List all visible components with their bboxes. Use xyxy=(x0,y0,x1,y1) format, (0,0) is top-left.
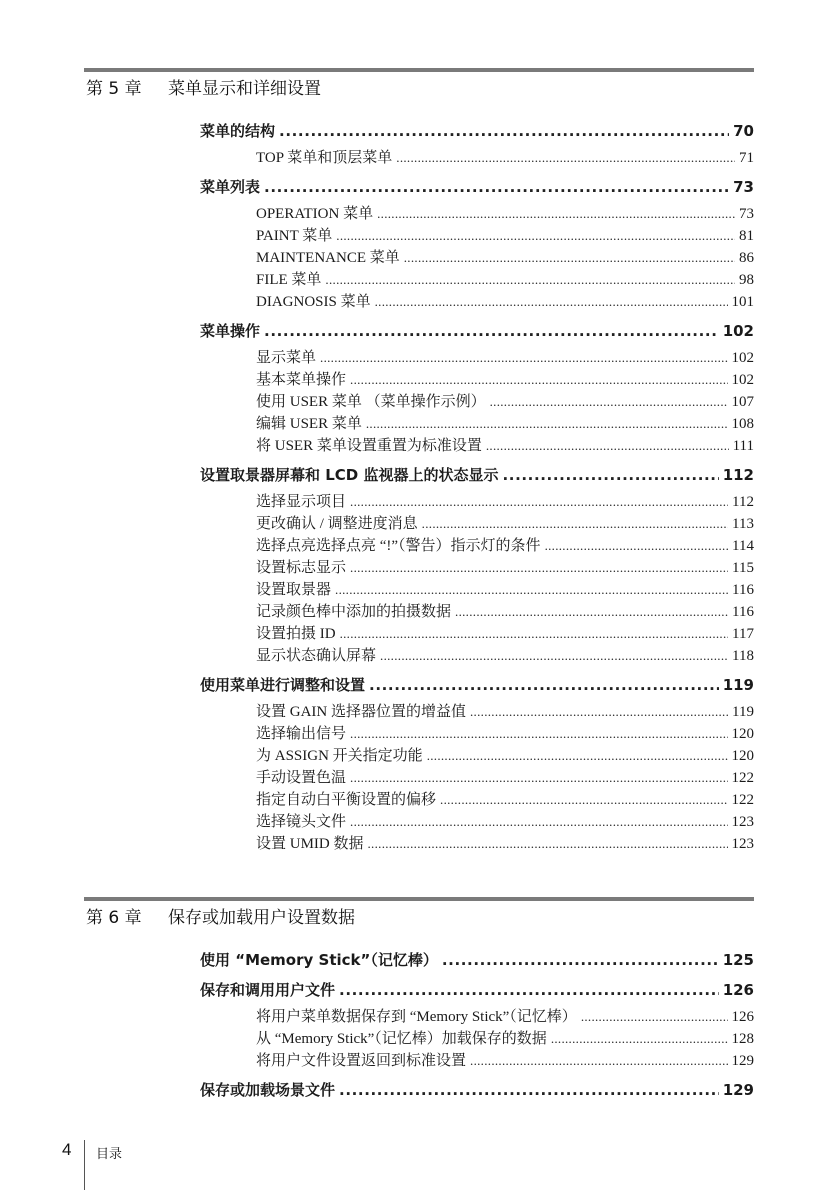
toc-entry[interactable] xyxy=(0,246,754,268)
dot-leader xyxy=(340,626,728,642)
dot-leader xyxy=(350,494,728,510)
toc-section-title: 设置取景器屏幕和 LCD 监视器上的状态显示 xyxy=(200,466,499,484)
dot-leader xyxy=(490,394,728,410)
dot-leader xyxy=(470,1053,727,1069)
toc-entry[interactable] xyxy=(0,146,754,168)
toc-entry[interactable] xyxy=(0,744,754,766)
dot-leader xyxy=(350,770,727,786)
toc-entry-title: 编辑 USER 菜单 xyxy=(256,416,362,432)
toc-entry[interactable] xyxy=(0,224,754,246)
toc-entry[interactable] xyxy=(0,600,754,622)
toc-entry[interactable] xyxy=(0,290,754,312)
toc-entry[interactable] xyxy=(0,534,754,556)
toc-entry-title: 指定自动白平衡设置的偏移 xyxy=(256,792,437,808)
toc-entry-title: 基本菜单操作 xyxy=(256,372,347,388)
toc-section[interactable] xyxy=(0,464,754,486)
toc-entry[interactable] xyxy=(0,622,754,644)
toc-entry-title: TOP 菜单和顶层菜单 xyxy=(256,150,393,166)
toc-section-page-number: 102 xyxy=(722,322,754,340)
dot-leader xyxy=(375,294,728,310)
dot-leader xyxy=(350,814,727,830)
toc-entry-title: 将用户菜单数据保存到 “Memory Stick”（记忆棒） xyxy=(256,1009,577,1025)
toc-entry-page-number: 128 xyxy=(731,1031,754,1047)
dot-leader xyxy=(427,748,728,764)
toc-entry-page-number: 129 xyxy=(731,1053,754,1069)
toc-entry-page-number: 107 xyxy=(731,394,754,410)
toc-section-page-number: 129 xyxy=(722,1081,754,1099)
toc-section-page-number: 119 xyxy=(722,676,754,694)
toc-entry[interactable] xyxy=(0,390,754,412)
toc-entry-title: 显示状态确认屏幕 xyxy=(256,648,377,664)
toc-entry-page-number: 120 xyxy=(731,748,754,764)
dot-leader xyxy=(325,272,735,288)
toc-entry-page-number: 108 xyxy=(731,416,754,432)
dot-leader xyxy=(366,416,728,432)
toc-entry[interactable] xyxy=(0,490,754,512)
toc-entry-title: OPERATION 菜单 xyxy=(256,206,374,222)
chapter-5-heading xyxy=(86,78,746,100)
dot-leader xyxy=(396,150,735,166)
dot-leader xyxy=(339,1081,719,1099)
toc-entry-page-number: 98 xyxy=(739,272,754,288)
toc-entry-page-number: 71 xyxy=(739,150,754,166)
toc-section-title: 菜单的结构 xyxy=(200,122,276,140)
toc-entry[interactable] xyxy=(0,788,754,810)
dot-leader xyxy=(339,981,719,999)
toc-entry-title: 显示菜单 xyxy=(256,350,317,366)
toc-entry-title: 记录颜色棒中添加的拍摄数据 xyxy=(256,604,452,620)
dot-leader xyxy=(279,122,729,140)
dot-leader xyxy=(335,582,728,598)
toc-section[interactable] xyxy=(0,120,754,142)
toc-section[interactable] xyxy=(0,979,754,1001)
toc-entry-page-number: 119 xyxy=(732,704,754,720)
toc-section-page-number: 112 xyxy=(722,466,754,484)
dot-leader xyxy=(502,466,718,484)
toc-entry[interactable] xyxy=(0,722,754,744)
toc-entry[interactable] xyxy=(0,644,754,666)
dot-leader xyxy=(368,836,728,852)
toc-entry-page-number: 102 xyxy=(731,350,754,366)
toc-entry[interactable] xyxy=(0,556,754,578)
toc-entry-page-number: 114 xyxy=(732,538,754,554)
toc-entry-title: FILE 菜单 xyxy=(256,272,322,288)
toc-entry[interactable] xyxy=(0,202,754,224)
toc-section[interactable] xyxy=(0,320,754,342)
dot-leader xyxy=(442,951,719,969)
toc-entry-title: 选择输出信号 xyxy=(256,726,347,742)
dot-leader xyxy=(320,350,727,366)
toc-entry[interactable] xyxy=(0,412,754,434)
toc-entry-title: 设置标志显示 xyxy=(256,560,347,576)
chapter-title: 保存或加载用户设置数据 xyxy=(168,908,355,928)
toc-entry-page-number: 115 xyxy=(732,560,754,576)
toc-entry-page-number: 122 xyxy=(731,792,754,808)
dot-leader xyxy=(581,1009,728,1025)
toc-entry-page-number: 101 xyxy=(731,294,754,310)
toc-entry-title: 设置 UMID 数据 xyxy=(256,836,364,852)
toc-entry-page-number: 116 xyxy=(732,604,754,620)
dot-leader xyxy=(422,516,728,532)
toc-section-page-number: 126 xyxy=(722,981,754,999)
dot-leader xyxy=(336,228,735,244)
toc-section[interactable] xyxy=(0,1079,754,1101)
toc-section-title: 保存或加载场景文件 xyxy=(200,1081,336,1099)
toc-entry-page-number: 123 xyxy=(731,814,754,830)
dot-leader xyxy=(350,560,728,576)
toc-entry[interactable] xyxy=(0,1005,754,1027)
dot-leader xyxy=(470,704,728,720)
footer-divider xyxy=(84,1140,85,1190)
chapter-6-rule xyxy=(84,897,754,901)
dot-leader xyxy=(380,648,728,664)
toc-entry-page-number: 126 xyxy=(731,1009,754,1025)
toc-entry-page-number: 111 xyxy=(732,438,754,454)
toc-section-title: 使用菜单进行调整和设置 xyxy=(200,676,366,694)
toc-section-title: 菜单列表 xyxy=(200,178,261,196)
toc-entry-title: 将 USER 菜单设置重置为标准设置 xyxy=(256,438,482,454)
toc-entry-page-number: 116 xyxy=(732,582,754,598)
dot-leader xyxy=(551,1031,728,1047)
toc-entry-page-number: 117 xyxy=(732,626,754,642)
toc-entry-title: 设置取景器 xyxy=(256,582,332,598)
toc-entry-title: 更改确认 / 调整进度消息 xyxy=(256,516,418,532)
footer-section-label: 目录 xyxy=(96,1147,123,1162)
toc-section[interactable] xyxy=(0,949,754,971)
dot-leader xyxy=(545,538,728,554)
toc-entry-title: 手动设置色温 xyxy=(256,770,347,786)
toc-section-page-number: 125 xyxy=(722,951,754,969)
toc-entry-page-number: 102 xyxy=(731,372,754,388)
toc-section-title: 菜单操作 xyxy=(200,322,261,340)
page-number: 4 xyxy=(62,1140,72,1159)
toc-entry-page-number: 123 xyxy=(731,836,754,852)
toc-entry-page-number: 112 xyxy=(732,494,754,510)
toc-entry-title: MAINTENANCE 菜单 xyxy=(256,250,400,266)
dot-leader xyxy=(404,250,735,266)
chapter-6-heading xyxy=(86,907,746,929)
toc-entry-title: 使用 USER 菜单 （菜单操作示例） xyxy=(256,394,486,410)
toc-entry-title: 从 “Memory Stick”（记忆棒）加载保存的数据 xyxy=(256,1031,547,1047)
toc-entry[interactable] xyxy=(0,268,754,290)
toc-entry[interactable] xyxy=(0,832,754,854)
toc-entry-page-number: 120 xyxy=(731,726,754,742)
dot-leader xyxy=(264,322,719,340)
toc-section-title: 保存和调用用户文件 xyxy=(200,981,336,999)
toc-entry-title: 设置 GAIN 选择器位置的增益值 xyxy=(256,704,466,720)
chapter-5-rule xyxy=(84,68,754,72)
dot-leader xyxy=(455,604,728,620)
toc-entry-title: 为 ASSIGN 开关指定功能 xyxy=(256,748,423,764)
toc-entry[interactable] xyxy=(0,346,754,368)
toc-entry[interactable] xyxy=(0,700,754,722)
toc-section[interactable] xyxy=(0,674,754,696)
dot-leader xyxy=(369,676,719,694)
chapter-number: 第 6 章 xyxy=(86,908,142,928)
toc-entry-title: DIAGNOSIS 菜单 xyxy=(256,294,371,310)
toc-entry-title: 选择点亮选择点亮 “!”（警告）指示灯的条件 xyxy=(256,538,541,554)
toc-entry-page-number: 81 xyxy=(739,228,754,244)
toc-entry-page-number: 73 xyxy=(739,206,754,222)
toc-entry-title: 选择镜头文件 xyxy=(256,814,347,830)
toc-entry[interactable] xyxy=(0,578,754,600)
dot-leader xyxy=(440,792,727,808)
toc-entry[interactable] xyxy=(0,434,754,456)
dot-leader xyxy=(264,178,729,196)
toc-entry-page-number: 113 xyxy=(732,516,754,532)
toc-section-title: 使用 “Memory Stick”（记忆棒） xyxy=(200,951,438,969)
toc-entry[interactable] xyxy=(0,1049,754,1071)
toc-entry[interactable] xyxy=(0,1027,754,1049)
dot-leader xyxy=(350,726,727,742)
toc-entry-page-number: 122 xyxy=(731,770,754,786)
toc-entry-title: PAINT 菜单 xyxy=(256,228,333,244)
chapter-title: 菜单显示和详细设置 xyxy=(168,79,321,99)
toc-section-page-number: 70 xyxy=(733,122,754,140)
toc-section-page-number: 73 xyxy=(733,178,754,196)
dot-leader xyxy=(377,206,735,222)
toc-entry-page-number: 118 xyxy=(732,648,754,664)
toc-entry-title: 设置拍摄 ID xyxy=(256,626,336,642)
toc-entry-page-number: 86 xyxy=(739,250,754,266)
chapter-number: 第 5 章 xyxy=(86,79,142,99)
dot-leader xyxy=(486,438,729,454)
toc-entry[interactable] xyxy=(0,766,754,788)
dot-leader xyxy=(350,372,727,388)
toc-entry-title: 将用户文件设置返回到标准设置 xyxy=(256,1053,467,1069)
toc-entry[interactable] xyxy=(0,810,754,832)
toc-section[interactable] xyxy=(0,176,754,198)
toc-entry[interactable] xyxy=(0,368,754,390)
toc-entry-title: 选择显示项目 xyxy=(256,494,347,510)
toc-entry[interactable] xyxy=(0,512,754,534)
